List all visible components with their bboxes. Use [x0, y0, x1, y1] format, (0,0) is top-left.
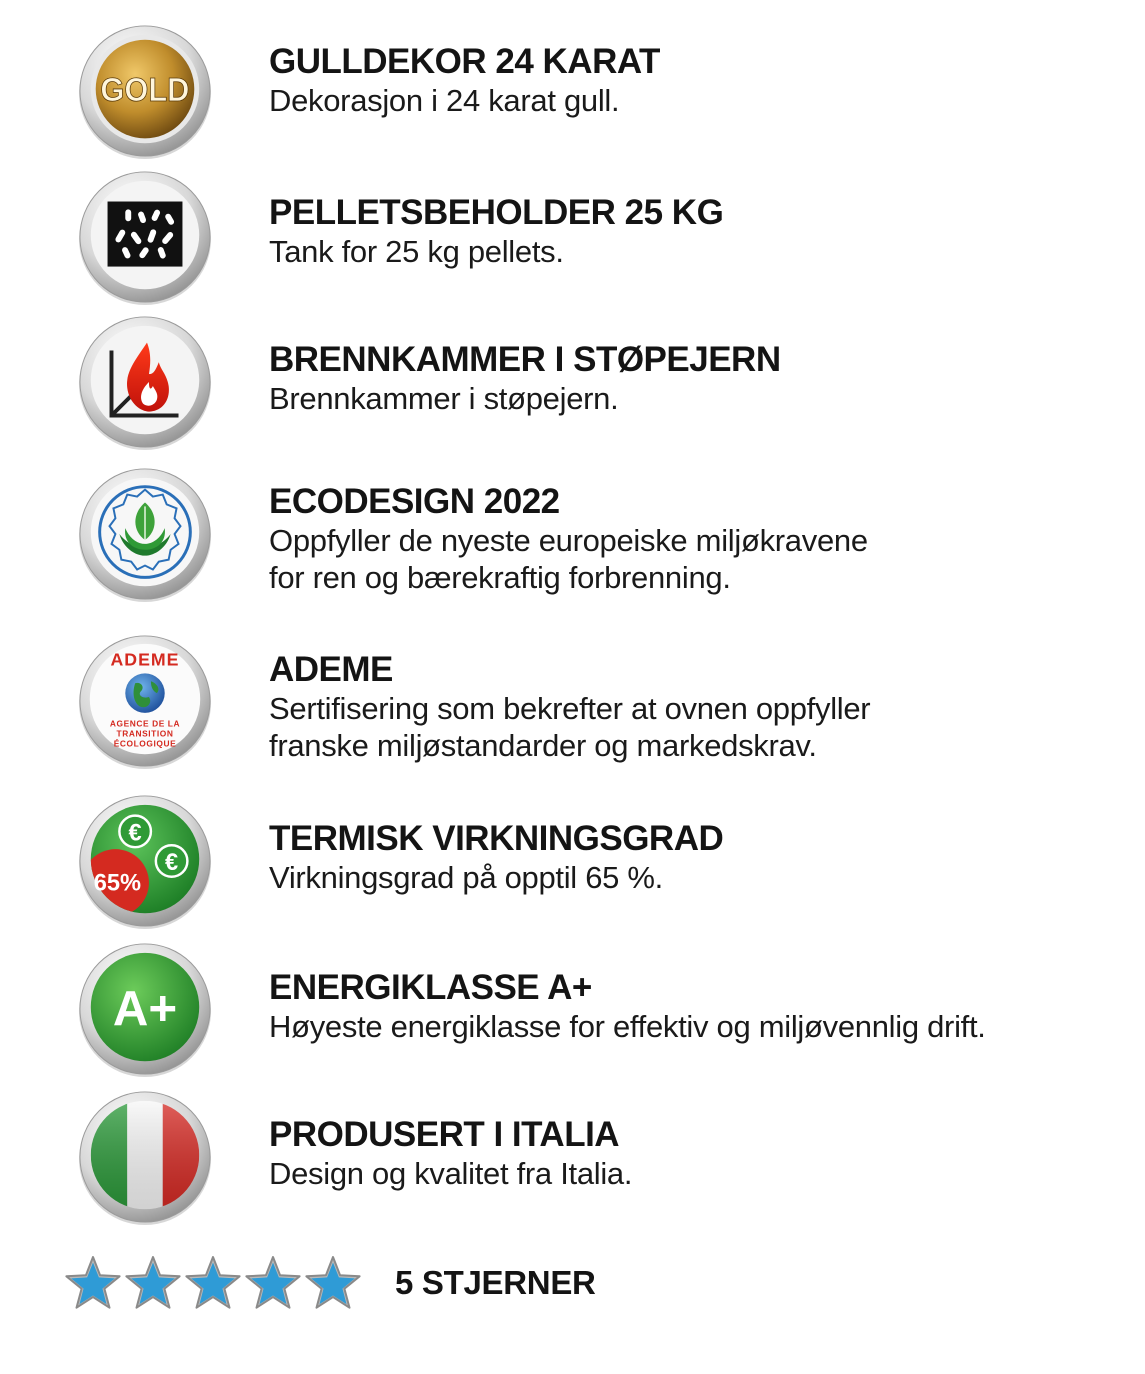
feature-description-line-2: franske miljøstandarder og markedskrav. — [269, 728, 817, 763]
feature-title: ECODESIGN 2022 — [269, 482, 560, 521]
star-icon — [182, 1254, 244, 1314]
ecodesign-leaf-icon — [76, 465, 214, 603]
feature-description-line-1: Sertifisering som bekrefter at ovnen oppfyller — [269, 691, 871, 726]
feature-title: BRENNKAMMER I STØPEJERN — [269, 340, 781, 379]
ademe-subtext-3: ÉCOLOGIQUE — [113, 738, 177, 749]
feature-title: PRODUSERT I ITALIA — [269, 1115, 620, 1154]
feature-description: Dekorasjon i 24 karat gull. — [269, 83, 620, 118]
feature-energy-class — [0, 940, 1145, 1090]
feature-thermal-efficiency — [0, 792, 1145, 942]
feature-description: Høyeste energiklasse for effektiv og miljøvennlig drift. — [269, 1009, 986, 1044]
feature-description-line-1: Oppfyller de nyeste europeiske miljøkravene — [269, 523, 868, 558]
feature-ecodesign — [0, 465, 1145, 615]
pellets-icon — [76, 168, 214, 306]
feature-combustion-chamber — [0, 313, 1145, 463]
feature-description: Tank for 25 kg pellets. — [269, 234, 564, 269]
ademe-subtext-2: TRANSITION — [116, 728, 174, 739]
feature-title: TERMISK VIRKNINGSGRAD — [269, 819, 724, 858]
feature-title: GULLDEKOR 24 KARAT — [269, 42, 660, 81]
feature-description: Virkningsgrad på opptil 65 %. — [269, 860, 663, 895]
ademe-badge-text: ADEME — [110, 649, 180, 670]
euro-symbol-2: € — [165, 849, 179, 876]
feature-description: Design og kvalitet fra Italia. — [269, 1156, 633, 1191]
feature-gold — [0, 22, 1145, 172]
feature-description-line-2: for ren og bærekraftig forbrenning. — [269, 560, 731, 595]
italy-flag-icon — [76, 1088, 214, 1226]
star-icon — [302, 1254, 364, 1314]
flame-icon — [76, 313, 214, 451]
feature-title: ENERGIKLASSE A+ — [269, 968, 592, 1007]
feature-pellets — [0, 168, 1145, 318]
ademe-globe-icon — [76, 632, 214, 770]
gold-badge-text: GOLD — [100, 70, 190, 109]
ademe-subtext-1: AGENCE DE LA — [109, 718, 181, 729]
star-icon — [62, 1254, 124, 1314]
efficiency-badge-text: 65% — [93, 870, 142, 897]
gold-coin-icon — [76, 22, 214, 160]
feature-title: ADEME — [269, 650, 393, 689]
star-rating — [62, 1254, 382, 1314]
energy-badge-text: A+ — [112, 980, 178, 1036]
feature-title: PELLETSBEHOLDER 25 KG — [269, 193, 724, 232]
euro-coins-icon — [76, 792, 214, 930]
energy-class-icon — [76, 940, 214, 1078]
feature-ademe — [0, 632, 1145, 782]
feature-made-in-italy — [0, 1088, 1145, 1238]
euro-symbol-1: € — [128, 820, 142, 847]
star-icon — [122, 1254, 184, 1314]
star-icon — [242, 1254, 304, 1314]
rating-label: 5 STJERNER — [395, 1264, 596, 1301]
feature-description: Brennkammer i støpejern. — [269, 381, 619, 416]
